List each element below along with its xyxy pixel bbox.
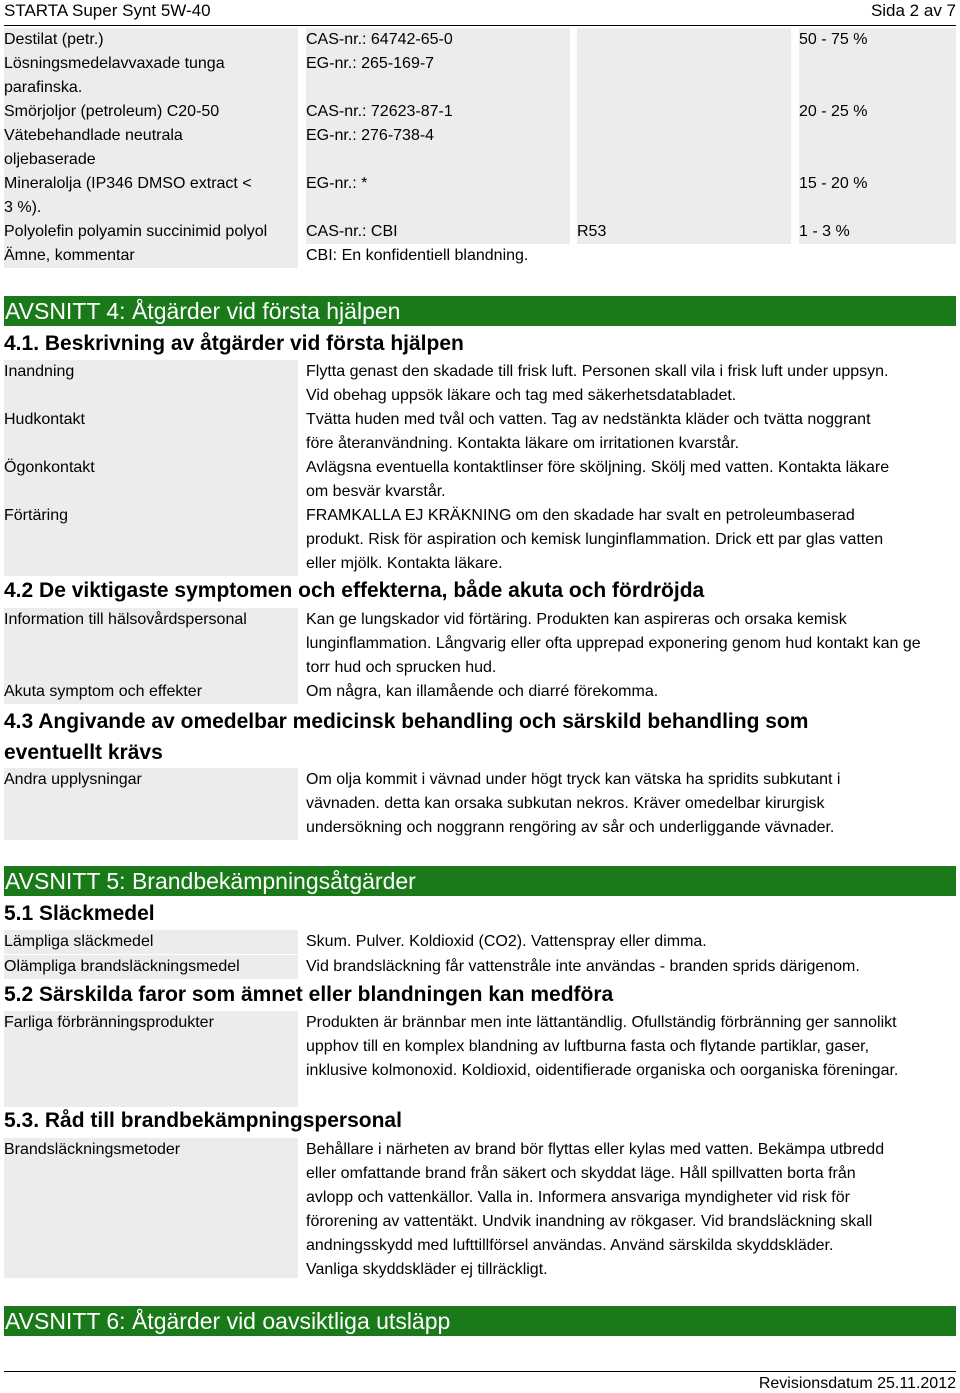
comment-text: CBI: En konfidentiell blandning. xyxy=(306,247,529,264)
row-label: Farliga förbränningsprodukter xyxy=(4,1011,298,1107)
row-text: Produkten är brännbar men inte lättantändlig. Ofullständig förbränning ger sannolikt upphov till en komplex blandning av luftburna fasta och flytande partiklar, gaser, inklusive kolmonoxid. Koldioxid, oidentifierade organiska och oorganiska föreningar. xyxy=(306,1014,899,1079)
row-text: Skum. Pulver. Koldioxid (CO2). Vattenspray eller dimma. xyxy=(306,933,707,950)
subsection-5-2-title: 5.2 Särskilda faror som ämnet eller blandningen kan medföra xyxy=(4,983,614,1006)
section-5-bar xyxy=(4,866,956,896)
ingredient-ids: EG-nr.: * xyxy=(306,172,570,220)
ingredient-percent: 1 - 3 % xyxy=(799,220,956,244)
comment-label: Ämne, kommentar xyxy=(4,244,298,268)
row-label: Akuta symptom och effekter xyxy=(4,680,298,704)
ingredient-name: Polyolefin polyamin succinimid polyol xyxy=(4,220,298,244)
ingredient-percent: 20 - 25 % xyxy=(799,100,956,172)
row-text: Behållare i närheten av brand bör flyttas eller kylas med vatten. Bekämpa utbredd eller omfattande brand från säkert och skyddat läge. Håll spillvatten borta från avlopp och vattenkällor. Valla in. Informera ansvariga myndigheter vid risk för förorening av vattentäkt. Undvik inandning av rökgaser. Vid brandsläckning skall andningsskydd med lufttillförsel användas. Använd särskilda skyddskläder. Vanliga skyddskläder ej tillräckligt. xyxy=(306,1141,885,1278)
row-text: Om några, kan illamående och diarré förekomma. xyxy=(306,683,659,700)
section-5-title: AVSNITT 5: Brandbekämpningsåtgärder xyxy=(5,868,416,894)
ingredient-ids: CAS-nr.: 72623-87-1 EG-nr.: 276-738-4 xyxy=(306,100,570,172)
ingredient-ids: CAS-nr.: 64742-65-0 EG-nr.: 265-169-7 xyxy=(306,28,570,100)
row-label: Andra upplysningar xyxy=(4,768,298,840)
ingredient-name: Destilat (petr.) Lösningsmedelavvaxade tunga parafinska. xyxy=(4,28,298,100)
row-text: Kan ge lungskador vid förtäring. Produkten kan aspireras och orsaka kemisk lunginflammation. Långvarig eller ofta upprepad exponering genom hud kontakt kan ge torr hud och sprucken hud. xyxy=(306,611,921,676)
subsection-4-3-title: 4.3 Angivande av omedelbar medicinsk behandling och särskild behandling som eventuellt krävs xyxy=(4,710,809,764)
ingredient-risk xyxy=(577,28,791,100)
ingredient-percent: 15 - 20 % xyxy=(799,172,956,220)
subsection-5-3-title: 5.3. Råd till brandbekämpningspersonal xyxy=(4,1109,402,1132)
ingredient-ids: CAS-nr.: CBI xyxy=(306,220,570,244)
row-label: Ögonkontakt xyxy=(4,456,298,504)
row-label: Brandsläckningsmetoder xyxy=(4,1138,298,1278)
row-label: Lämpliga släckmedel xyxy=(4,930,298,954)
row-text: Vid brandsläckning får vattenstråle inte användas - branden sprids därigenom. xyxy=(306,958,860,975)
page-header xyxy=(4,0,956,26)
ingredient-percent: 50 - 75 % xyxy=(799,28,956,100)
ingredient-risk: R53 xyxy=(577,220,791,244)
section-6-title: AVSNITT 6: Åtgärder vid oavsiktliga utsläpp xyxy=(5,1308,451,1334)
row-label: Inandning xyxy=(4,360,298,408)
section-4-bar xyxy=(4,296,956,326)
row-text: Flytta genast den skadade till frisk luft. Personen skall vila i frisk luft under uppsyn. Vid obehag uppsök läkare och tag med säkerhetsdatabladet. xyxy=(306,363,889,404)
row-text: Om olja kommit i vävnad under högt tryck kan vätska ha spridits subkutant i vävnaden. detta kan orsaka subkutan nekros. Kräver omedelbar kirurgisk undersökning och noggrann rengöring av sår och underliggande vävnader. xyxy=(306,771,841,836)
section-4-title: AVSNITT 4: Åtgärder vid första hjälpen xyxy=(5,298,401,324)
row-label: Hudkontakt xyxy=(4,408,298,456)
revision-date: Revisionsdatum 25.11.2012 xyxy=(758,1375,956,1392)
row-label: Olämpliga brandsläckningsmedel xyxy=(4,955,298,979)
ingredient-name: Mineralolja (IP346 DMSO extract < 3 %). xyxy=(4,172,298,220)
row-label: Förtäring xyxy=(4,504,298,576)
subsection-4-1-title: 4.1. Beskrivning av åtgärder vid första hjälpen xyxy=(4,332,464,355)
product-title: STARTA Super Synt 5W-40 xyxy=(4,1,211,20)
page-footer xyxy=(4,1371,956,1393)
row-text: Tvätta huden med tvål och vatten. Tag av nedstänkta kläder och tvätta noggrant före återanvändning. Kontakta läkare om irritationen kvarstår. xyxy=(306,411,871,452)
ingredient-risk xyxy=(577,100,791,172)
page-number: Sida 2 av 7 xyxy=(870,1,956,20)
row-text: Avlägsna eventuella kontaktlinser före sköljning. Skölj med vatten. Kontakta läkare om besvär kvarstår. xyxy=(306,459,890,500)
row-text: FRAMKALLA EJ KRÄKNING om den skadade har svalt en petroleumbaserad produkt. Risk för aspiration och kemisk lunginflammation. Drick ett par glas vatten eller mjölk. Kontakta läkare. xyxy=(306,507,884,572)
section-6-bar xyxy=(4,1306,956,1336)
subsection-5-1-title: 5.1 Släckmedel xyxy=(4,902,155,925)
ingredient-risk xyxy=(577,172,791,220)
subsection-4-2-title: 4.2 De viktigaste symptomen och effekterna, både akuta och fördröjda xyxy=(4,579,705,602)
row-label: Information till hälsovårdspersonal xyxy=(4,608,298,680)
ingredient-name: Smörjoljor (petroleum) C20-50 Vätebehandlade neutrala oljebaserade xyxy=(4,100,298,172)
